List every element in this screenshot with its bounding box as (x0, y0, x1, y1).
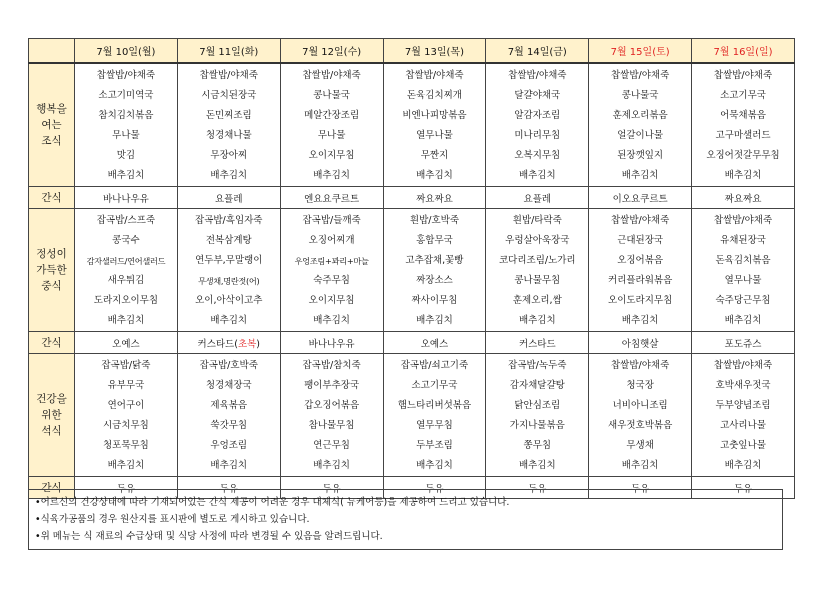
snack-cell: 요플레 (486, 187, 589, 209)
menu-item: 새우젓호박볶음 (608, 420, 673, 431)
menu-item: 갑오징어볶음 (304, 400, 360, 411)
menu-item: 짜장소스 (416, 275, 453, 286)
menu-item: 콩나물무침 (514, 275, 561, 286)
menu-item: 찹쌀밥/야채죽 (508, 70, 567, 81)
snack-cell: 두유 (177, 477, 280, 499)
menu-item: 청국장 (626, 380, 654, 391)
menu-item: 커리플라워볶음 (608, 275, 673, 286)
menu-item: 열무무침 (416, 420, 453, 431)
menu-item: 고춧잎나물 (720, 440, 766, 451)
menu-item: 찹쌀밥/야채죽 (199, 70, 258, 81)
menu-item: 콩국수 (112, 235, 140, 246)
snack-label: 간식 (29, 187, 75, 209)
menu-item: 청포묵무침 (102, 440, 149, 451)
menu-item: 잡곡밥/흑임자죽 (195, 215, 263, 226)
menu-item: 배추김치 (210, 315, 248, 326)
menu-item: 미나리무침 (514, 130, 561, 141)
menu-item: 돈육김치찌개 (406, 90, 462, 101)
menu-item: 돈육김치볶음 (715, 255, 771, 266)
menu-item: 콩나물국 (313, 90, 350, 101)
weekly-menu-table (28, 38, 795, 499)
meal-cell (177, 354, 280, 477)
snack-cell: 포도쥬스 (692, 332, 795, 354)
menu-item: 오징어찌개 (308, 235, 355, 246)
meal-cell (280, 209, 383, 332)
menu-item: 참나물무침 (308, 420, 355, 431)
meal-cell (486, 209, 589, 332)
menu-item: 찹쌀밥/야채죽 (302, 70, 361, 81)
menu-item: 배추김치 (210, 170, 248, 181)
menu-item: 무생채 (626, 440, 654, 451)
menu-item: 무나물 (112, 130, 140, 141)
menu-item: 두부양념조림 (715, 400, 771, 411)
menu-item: 비엔나피망볶음 (402, 110, 467, 121)
menu-item: 무나물 (317, 130, 346, 141)
menu-item: 어묵채볶음 (720, 110, 766, 121)
menu-item: 배추김치 (313, 170, 350, 181)
menu-item: 너비아니조림 (612, 400, 668, 411)
menu-item: 오이도라지무침 (608, 295, 673, 306)
note-line: •식육가공품의 경우 원산지를 표시판에 별도로 게시하고 있습니다. (35, 514, 310, 525)
meal-cell (280, 354, 383, 477)
header-corner (29, 39, 75, 64)
menu-item: 오복지무침 (514, 150, 561, 161)
menu-item: 근대된장국 (617, 235, 664, 246)
snack-cell: 짜요짜요 (383, 187, 486, 209)
menu-item: 잡곡밥/들깨죽 (302, 215, 361, 226)
snack-cell: 두유 (75, 477, 178, 499)
lunch-row (29, 209, 795, 332)
menu-item: 달걀야채국 (514, 90, 561, 101)
snack-cell: 두유 (383, 477, 486, 499)
menu-item: 배추김치 (518, 460, 556, 471)
menu-item: 찹쌀밥/야채죽 (96, 70, 156, 81)
menu-item: 배추김치 (107, 315, 145, 326)
day-header: 7월 15일(토) (589, 39, 692, 64)
menu-item: 청경채나물 (205, 130, 252, 141)
meal-cell (75, 63, 178, 187)
menu-item: 햄느타리버섯볶음 (397, 400, 472, 411)
menu-item: 소고기미역국 (98, 90, 154, 101)
menu-item: 잡곡밥/참치죽 (302, 360, 361, 371)
menu-item: 오이지무침 (308, 295, 355, 306)
menu-item: 찹쌀밥/야채죽 (713, 215, 773, 226)
snack-cell: 아침햇살 (589, 332, 692, 354)
menu-item: 알감자조림 (514, 110, 561, 121)
snack-cell: 커스타드 (486, 332, 589, 354)
dinner-row (29, 354, 795, 477)
menu-item: 배추김치 (518, 315, 556, 326)
snack-cell: 커스타드(초복) (177, 332, 280, 354)
meal-cell (177, 209, 280, 332)
meal-cell (589, 63, 692, 187)
snack-cell: 오예스 (75, 332, 178, 354)
dinner-label: 건강을 위한 석식 (29, 354, 75, 477)
menu-item: 숙주무침 (313, 275, 350, 286)
meal-cell (589, 209, 692, 332)
menu-item: 팽이부추장국 (304, 380, 360, 391)
menu-item: 찹쌀밥/야채죽 (713, 70, 773, 81)
menu-item: 오징어젓갈무무침 (706, 150, 780, 161)
menu-item: 흰밥/타락죽 (512, 215, 562, 226)
meal-cell (486, 63, 589, 187)
menu-item: 짜사이무침 (411, 295, 458, 306)
menu-item: 찹쌀밥/야채죽 (405, 70, 464, 81)
menu-item: 잡곡밥/닭죽 (101, 360, 151, 371)
menu-item: 배추김치 (724, 170, 762, 181)
menu-item: 무장아찌 (210, 150, 248, 161)
day-header: 7월 13일(목) (383, 39, 486, 64)
day-header: 7월 11일(화) (177, 39, 280, 64)
menu-item: 된장깻잎지 (617, 150, 664, 161)
snack-row-2 (29, 332, 795, 354)
menu-item: 우엉조림 (210, 440, 248, 451)
snack-cell: 두유 (589, 477, 692, 499)
menu-item: 배추김치 (621, 315, 659, 326)
menu-item: 유채된장국 (720, 235, 766, 246)
menu-item: 고추잡채,꽃빵 (405, 255, 464, 266)
menu-item: 잡곡밥/스프죽 (96, 215, 156, 226)
snack-cell: 오예스 (383, 332, 486, 354)
breakfast-row (29, 63, 795, 187)
menu-item: 시금치된장국 (201, 90, 257, 101)
snack-label: 간식 (29, 477, 75, 499)
menu-item: 닭안심조림 (514, 400, 561, 411)
snack-cell: 바나나우유 (280, 332, 383, 354)
highlight-text: 초복 (237, 338, 257, 350)
meal-cell (486, 354, 589, 477)
menu-item: 감자샐러드/연어샐러드 (86, 256, 166, 266)
menu-item: 배추김치 (313, 315, 350, 326)
snack-cell: 두유 (486, 477, 589, 499)
day-header: 7월 14일(금) (486, 39, 589, 64)
menu-item: 찹쌀밥/야채죽 (713, 360, 773, 371)
menu-item: 소고기무국 (720, 90, 766, 101)
snack-label: 간식 (29, 332, 75, 354)
menu-item: 배추김치 (621, 170, 659, 181)
menu-item: 오이,아삭이고추 (195, 295, 263, 306)
menu-item: 배추김치 (416, 170, 453, 181)
menu-item: 잡곡밥/녹두죽 (508, 360, 567, 371)
menu-item: 코다리조림/노가리 (498, 255, 576, 266)
menu-item: 배추김치 (313, 460, 350, 471)
day-header: 7월 10일(월) (75, 39, 178, 64)
menu-item: 무짠지 (420, 150, 449, 161)
menu-item: 배추김치 (416, 460, 453, 471)
day-header: 7월 12일(수) (280, 39, 383, 64)
menu-item: 도라지오이무침 (93, 295, 159, 306)
menu-item: 배추김치 (107, 460, 145, 471)
menu-item: 호박새우젓국 (715, 380, 771, 391)
menu-item: 배추김치 (724, 315, 762, 326)
menu-item: 참치김치볶음 (98, 110, 154, 121)
snack-cell: 엔요요쿠르트 (280, 187, 383, 209)
menu-item: 연두부,무말랭이 (195, 255, 263, 266)
menu-item: 연근무침 (313, 440, 350, 451)
menu-item: 오징어볶음 (617, 255, 664, 266)
menu-item: 유부무국 (107, 380, 145, 391)
snack-cell: 짜요짜요 (692, 187, 795, 209)
breakfast-label: 행복을 여는 조식 (29, 63, 75, 187)
meal-cell (75, 354, 178, 477)
lunch-label: 정성이 가득한 중식 (29, 209, 75, 332)
menu-item: 돈민찌조림 (205, 110, 252, 121)
meal-cell (177, 63, 280, 187)
meal-cell (383, 209, 486, 332)
menu-item: 소고기무국 (411, 380, 458, 391)
meal-cell (383, 354, 486, 477)
menu-item: 오이지무침 (308, 150, 355, 161)
meal-cell (75, 209, 178, 332)
menu-item: 쫑무침 (523, 440, 552, 451)
menu-item: 배추김치 (518, 170, 556, 181)
snack-cell: 바나나우유 (75, 187, 178, 209)
menu-item: 감자채달걀탕 (509, 380, 565, 391)
snack-cell: 두유 (280, 477, 383, 499)
menu-item: 고구마샐러드 (715, 130, 771, 141)
menu-item: 가지나물볶음 (509, 420, 565, 431)
menu-item: 연어구이 (107, 400, 145, 411)
menu-item: 고사리나물 (720, 420, 766, 431)
menu-item: 배추김치 (107, 170, 145, 181)
menu-item: 배추김치 (210, 460, 248, 471)
menu-item: 배추김치 (621, 460, 659, 471)
menu-item: 찹쌀밥/야채죽 (611, 70, 670, 81)
menu-item: 숙주당근무침 (715, 295, 771, 306)
menu-item: 청경채장국 (205, 380, 252, 391)
note-line: •위 메뉴는 식 재료의 수급상태 및 식당 사정에 따라 변경될 수 있음을 알려드립니다. (35, 531, 383, 542)
menu-item: 배추김치 (416, 315, 453, 326)
menu-item: 훈제오리,쌈 (512, 295, 562, 306)
snack-cell: 요플레 (177, 187, 280, 209)
meal-cell (692, 63, 795, 187)
meal-cell (692, 209, 795, 332)
meal-cell (589, 354, 692, 477)
note-line: •어르신의 건강상태에 따라 기재되어있는 간식 제공이 어려운 경우 대체식( 뉴케어등)을 제공하여 드리고 있습니다. (35, 497, 510, 508)
menu-item: 찹쌀밥/야채죽 (611, 215, 670, 226)
day-header: 7월 16일(일) (692, 39, 795, 64)
menu-item: 우렁살아욱장국 (505, 235, 570, 246)
menu-item: 전복삼계탕 (205, 235, 252, 246)
menu-item: 제육볶음 (210, 400, 248, 411)
menu-item: 콩나물국 (621, 90, 659, 101)
menu-item: 얼갈이나물 (617, 130, 664, 141)
menu-item: 홍합무국 (416, 235, 453, 246)
menu-item: 잡곡밥/쇠고기죽 (400, 360, 469, 371)
menu-item: 열무나물 (416, 130, 453, 141)
menu-item: 쑥갓무침 (210, 420, 248, 431)
meal-cell (692, 354, 795, 477)
menu-item: 배추김치 (724, 460, 762, 471)
menu-item: 시금치무침 (102, 420, 149, 431)
menu-item: 두부조림 (416, 440, 453, 451)
menu-item: 훈제오리볶음 (612, 110, 668, 121)
menu-item: 무생채,명란젓(어) (198, 276, 260, 286)
meal-cell (280, 63, 383, 187)
menu-item: 우엉조림+꽈리+마늘 (294, 256, 369, 266)
meal-cell (383, 63, 486, 187)
snack-cell: 이오요쿠르트 (589, 187, 692, 209)
notes-box (28, 489, 783, 550)
snack-cell: 두유 (692, 477, 795, 499)
menu-item: 맛김 (116, 150, 136, 161)
menu-item: 찹쌀밥/야채죽 (611, 360, 670, 371)
header-row (29, 39, 795, 64)
menu-item: 메알간장조림 (304, 110, 360, 121)
menu-item: 새우튀김 (107, 275, 145, 286)
menu-item: 열무나물 (724, 275, 762, 286)
menu-item: 흰밥/호박죽 (409, 215, 459, 226)
menu-item: 잡곡밥/호박죽 (199, 360, 258, 371)
snack-row-1 (29, 187, 795, 209)
